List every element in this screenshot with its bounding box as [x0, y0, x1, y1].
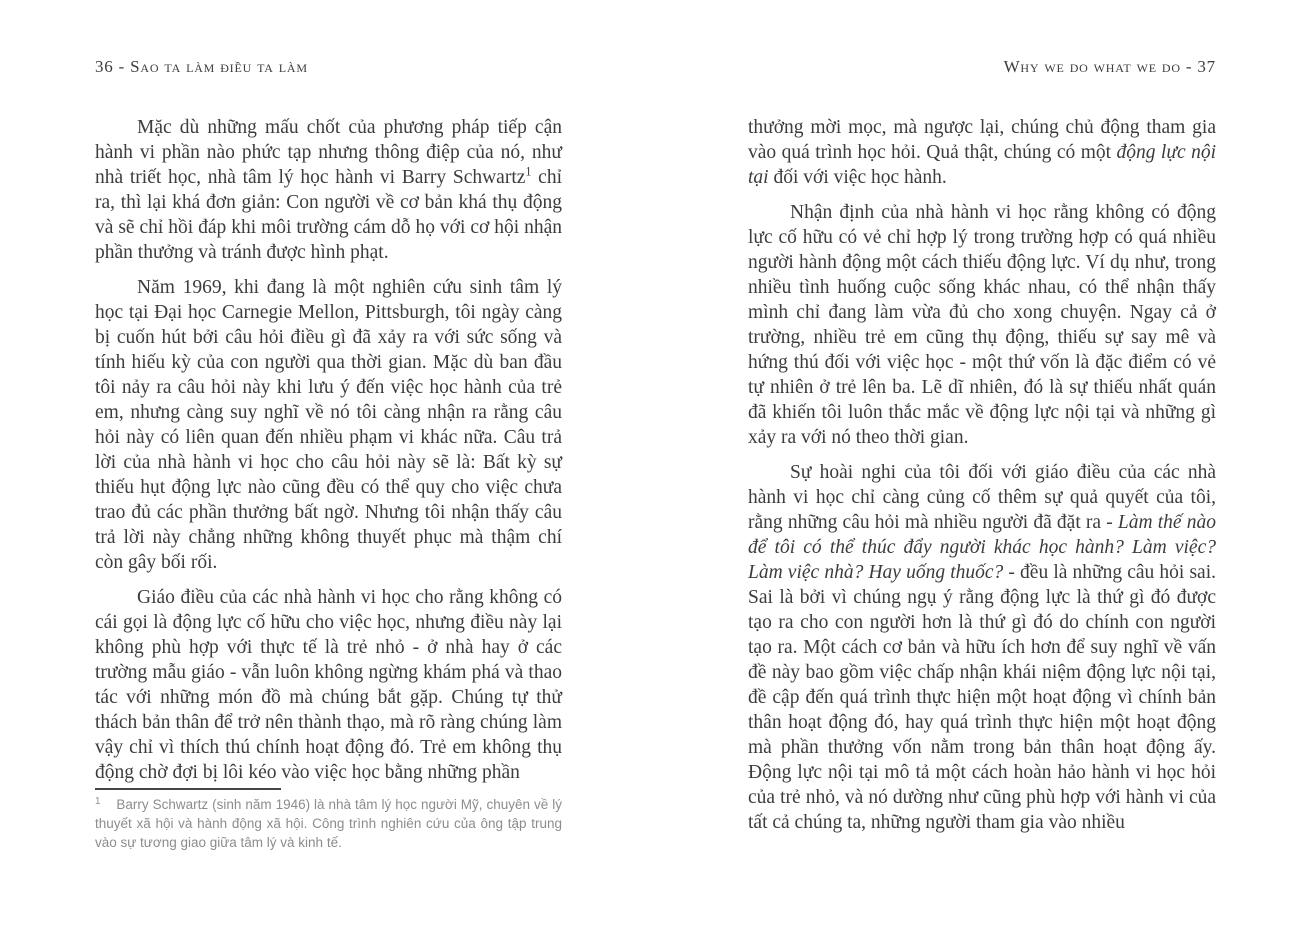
- text-segment: động lực nội tại: [748, 142, 1216, 188]
- paragraph: [95, 585, 562, 785]
- text-segment: thưởng mời mọc, mà ngược lại, chúng chủ động tham gia vào quá trình học hỏi. Quả thật, chúng có một: [748, 117, 1216, 163]
- paragraph: [748, 115, 1216, 190]
- paragraph: [748, 200, 1216, 450]
- footnote-marker: 1: [95, 795, 101, 807]
- paragraph: [95, 115, 562, 265]
- footnote-body: Barry Schwartz (sinh năm 1946) là nhà tâm lý học người Mỹ, chuyên về lý thuyết xã hội và hành động xã hội. Công trình nghiên cứu của ông tập trung vào sự tương giao giữa tâm lý và kinh tế.: [95, 797, 562, 850]
- footnote-text: [95, 795, 562, 852]
- footnote-rule: [95, 788, 281, 790]
- text-segment: Nhận định của nhà hành vi học rằng không có động lực cố hữu có vẻ chỉ hợp lý trong trường hợp có quá nhiều người hành động một cách thiếu động lực. Ví dụ như, trong nhiều tình huống cuộc sống khác nhau, có thể nhận thấy mình chỉ đang làm vừa đủ cho xong chuyện. Ngay cả ở trường, nhiều trẻ em cũng thụ động, thiếu sự say mê và hứng thú đối với việc học - một thứ vốn là đặc điểm có vẻ tự nhiên ở trẻ lên ba. Lẽ dĩ nhiên, đó là sự thiếu nhất quán đã khiến tôi luôn thắc mắc về động lực nội tại và những gì xảy ra với nó theo thời gian.: [748, 202, 1216, 448]
- page-left: [95, 57, 562, 850]
- page-right-body: [748, 115, 1216, 835]
- page-right: [748, 57, 1216, 845]
- text-segment: - đều là những câu hỏi sai. Sai là bởi vì chúng ngụ ý rằng động lực là thứ gì đó được tạo ra cho con người hơn là thứ gì đó do chính con người tạo ra. Một cách cơ bản và hữu ích hơn để suy nghĩ về vấn đề này bao gồm việc chấp nhận khái niệm động lực nội tại, đề cập đến quá trình thực hiện một hoạt động vì chính bản thân hoạt động đó, hay quá trình thực hiện một hoạt động mà phần thưởng vốn nằm trong bản thân hoạt động ấy. Động lực nội tại mô tả một cách hoàn hảo hành vi học hỏi của trẻ nhỏ, và nó dường như cũng phù hợp với hành vi của tất cả chúng ta, những người tham gia vào nhiều: [748, 562, 1216, 833]
- text-segment: Năm 1969, khi đang là một nghiên cứu sinh tâm lý học tại Đại học Carnegie Mellon, Pittsburgh, tôi ngày càng bị cuốn hút bởi câu hỏi điều gì đã xảy ra với sức sống và tính hiếu kỳ của con người qua thời gian. Mặc dù ban đầu tôi nảy ra câu hỏi này khi lưu ý đến việc học hành của trẻ em, nhưng càng suy nghĩ về nó tôi càng nhận ra rằng câu hỏi này có liên quan đến nhiều phạm vi khác nữa. Câu trả lời của nhà hành vi học cho câu hỏi này sẽ là: Bất kỳ sự thiếu hụt động lực nào cũng đều có thể quy cho việc chưa trao đủ các phần thưởng bất ngờ. Nhưng tôi nhận thấy câu trả lời này chẳng những không thuyết phục mà thậm chí còn gây bối rối.: [95, 277, 562, 573]
- text-segment: Sự hoài nghi của tôi đối với giáo điều của các nhà hành vi học chỉ càng củng cố thêm sự quả quyết của tôi, rằng những câu hỏi mà nhiều người đã đặt ra -: [748, 462, 1216, 533]
- text-segment: Làm thế nào để tôi có thể thúc đẩy người khác học hành? Làm việc? Làm việc nhà? Hay uống thuốc?: [748, 512, 1216, 583]
- footnote-reference: 1: [525, 164, 532, 179]
- page-left-body: [95, 115, 562, 785]
- paragraph: [95, 275, 562, 575]
- text-segment: đối với việc học hành.: [768, 167, 947, 188]
- footnote-block: [95, 788, 562, 852]
- running-head-left: 36 - Sao ta làm điều ta làm: [95, 57, 308, 76]
- text-segment: Giáo điều của các nhà hành vi học cho rằng không có cái gọi là động lực cố hữu cho việc học, nhưng điều này lại không phù hợp với thực tế là trẻ nhỏ - ở nhà hay ở các trường mẫu giáo - vẫn luôn không ngừng khám phá và thao tác với những món đồ mà chúng bắt gặp. Chúng tự thử thách bản thân để trở nên thành thạo, mà rõ ràng chúng làm vậy chỉ vì thích thú chính hoạt động đó. Trẻ em không thụ động chờ đợi bị lôi kéo vào việc học bằng những phần: [95, 587, 562, 783]
- text-segment: Mặc dù những mấu chốt của phương pháp tiếp cận hành vi phần nào phức tạp nhưng thông điệp của nó, như nhà triết học, nhà tâm lý học hành vi Barry Schwartz: [95, 117, 562, 188]
- paragraph: [748, 460, 1216, 835]
- running-head-right: Why we do what we do - 37: [1003, 57, 1216, 76]
- text-segment: chỉ ra, thì lại khá đơn giản: Con người về cơ bản khá thụ động và sẽ chỉ hồi đáp khi môi trường cám dỗ họ với cơ hội nhận phần thưởng và tránh được hình phạt.: [95, 167, 562, 263]
